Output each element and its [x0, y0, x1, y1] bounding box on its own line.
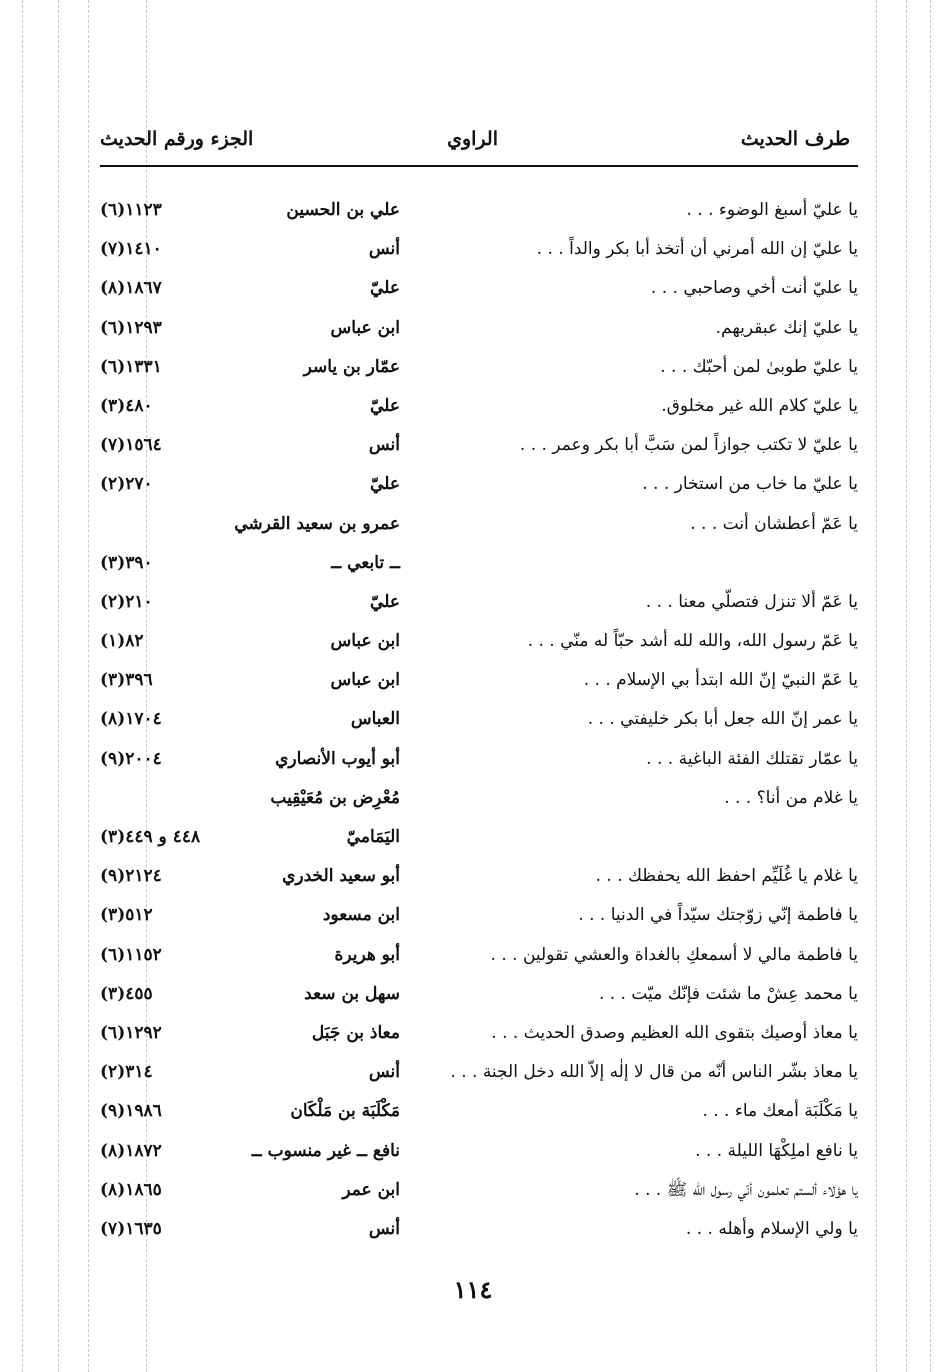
narrator-cell: ابن عباس — [330, 631, 400, 652]
narrator-cell: ابن عباس — [330, 670, 400, 691]
table-row — [100, 549, 858, 588]
narrator-cell: علي بن الحسين — [286, 200, 400, 220]
reference-cell: (٧)١٥٦٤ — [100, 435, 162, 456]
header-reference: الجزء ورقم الحديث — [100, 128, 254, 150]
hadith-cell: يا عليّ أسبغ الوضوء . . . — [686, 200, 858, 220]
index-table — [100, 196, 858, 1254]
guide-line — [22, 0, 23, 1372]
hadith-cell: يا فاطمة إنّي زوّجتك سيّداً في الدنيا . . . — [578, 905, 858, 926]
hadith-cell: يا عليّ إنك عبقريهم. — [715, 317, 858, 338]
reference-cell: (٧)١٦٣٥ — [100, 1218, 162, 1239]
header-narrator: الراوي — [447, 128, 498, 150]
table-row — [100, 235, 858, 274]
reference-cell: (٨)١٨٦٧ — [100, 278, 162, 299]
hadith-cell: يا عمر إنّ الله جعل أبا بكر خليفتي . . . — [587, 709, 858, 730]
header-hadith: طرف الحديث — [740, 128, 850, 150]
hadith-cell: يا محمد عِشْ ما شئت فإنّك ميّت . . . — [598, 983, 858, 1004]
reference-cell: (٨)١٧٠٤ — [100, 709, 162, 730]
reference-cell: (٨)١٨٦٥ — [100, 1179, 162, 1200]
hadith-cell: يا معاذ بشّر الناس أنّه من قال لا إلٰه إلاّ الله دخل الجنة . . . — [450, 1062, 858, 1083]
reference-cell: (٣)٤٤٨ و ٤٤٩ — [100, 827, 201, 847]
table-row — [100, 1019, 858, 1058]
hadith-cell: يا مَكْلَبَة أمعك ماء . . . — [702, 1101, 858, 1122]
reference-cell: (٦)١٢٩٢ — [100, 1022, 162, 1043]
narrator-cell: أنس — [368, 239, 400, 260]
narrator-cell: ابن مسعود — [322, 905, 400, 926]
narrator-cell: ــ تابعي ــ — [331, 552, 400, 573]
table-row — [100, 627, 858, 666]
narrator-cell: مَكْلَبَة بن مَلْكَان — [290, 1101, 400, 1122]
table-row — [100, 1176, 858, 1215]
reference-cell: (٦)١٣٣١ — [100, 356, 162, 377]
guide-line — [906, 0, 907, 1372]
table-row — [100, 1097, 858, 1136]
hadith-cell: يا عليّ لا تكتب جوازاً لمن سَبَّ أبا بكر وعمر . . . — [519, 435, 858, 456]
page-number: ١١٤ — [453, 1275, 493, 1304]
table-row — [100, 705, 858, 744]
hadith-cell: يا عليّ طوبىٰ لمن أحبّك . . . — [660, 356, 858, 377]
narrator-cell: عليّ — [370, 395, 400, 416]
hadith-cell: يا نافع املِكْهَا الليلة . . . — [695, 1140, 858, 1161]
table-row — [100, 666, 858, 705]
guide-line — [58, 0, 59, 1372]
reference-cell: (٣)٣٩٠ — [100, 552, 153, 573]
hadith-cell: يا عليّ إن الله أمرني أن أتخذ أبا بكر والداً . . . — [536, 239, 858, 260]
table-row — [100, 353, 858, 392]
index-page — [100, 120, 858, 1239]
reference-cell: (١)٨٢ — [100, 631, 144, 652]
reference-cell: (٢)٢١٠ — [100, 591, 153, 612]
narrator-cell: أنس — [368, 435, 400, 456]
narrator-cell: العباس — [350, 709, 400, 730]
narrator-cell: أبو سعيد الخدري — [282, 866, 400, 887]
reference-cell: (٢)٣١٤ — [100, 1062, 153, 1083]
narrator-cell: سهل بن سعد — [304, 983, 400, 1004]
table-row — [100, 510, 858, 549]
table-row — [100, 862, 858, 901]
table-row — [100, 901, 858, 940]
narrator-cell: معاذ بن جَبَل — [311, 1022, 400, 1043]
narrator-cell: أبو هريرة — [334, 944, 400, 965]
table-row — [100, 1215, 858, 1254]
narrator-cell: ابن عمر — [342, 1179, 400, 1200]
narrator-cell: اليَمَاميّ — [346, 827, 400, 847]
narrator-cell: عليّ — [370, 278, 400, 299]
guide-line — [876, 0, 877, 1372]
narrator-cell: نافع ــ غير منسوب ــ — [251, 1140, 400, 1161]
hadith-cell: يا عَمّ رسول الله، والله لله أشد حبّاً له منّي . . . — [527, 631, 858, 652]
reference-cell: (٧)١٤١٠ — [100, 239, 162, 260]
guide-line — [930, 0, 931, 1372]
hadith-cell: يا عليّ كلام الله غير مخلوق. — [661, 395, 858, 416]
narrator-cell: عمّار بن ياسر — [303, 356, 400, 377]
hadith-cell: يا هؤلاء ألستم تعلمون أنّي رسول الله ﷺ . . . — [634, 1179, 858, 1200]
reference-cell: (٣)٤٥٥ — [100, 983, 153, 1004]
narrator-cell: عمرو بن سعيد القرشي — [234, 513, 400, 534]
hadith-cell: يا عليّ ما خاب من استخار . . . — [642, 474, 858, 495]
reference-cell: (٦)١٢٩٣ — [100, 317, 162, 338]
header-rule — [100, 165, 858, 167]
narrator-cell: ابن عباس — [330, 317, 400, 338]
hadith-cell: يا ولي الإسلام وأهله . . . — [685, 1218, 858, 1239]
reference-cell: (٩)٢٠٠٤ — [100, 748, 162, 769]
reference-cell: (٣)٥١٢ — [100, 905, 153, 926]
table-row — [100, 823, 858, 862]
table-row — [100, 941, 858, 980]
hadith-cell: يا غلام من أنا؟ . . . — [724, 787, 858, 808]
table-row — [100, 588, 858, 627]
narrator-cell: عليّ — [370, 591, 400, 612]
narrator-cell: أنس — [368, 1218, 400, 1239]
reference-cell: (٢)٢٧٠ — [100, 474, 153, 495]
table-row — [100, 784, 858, 823]
table-row — [100, 431, 858, 470]
hadith-cell: يا معاذ أوصيك بتقوى الله العظيم وصدق الحديث . . . — [491, 1022, 858, 1043]
table-row — [100, 314, 858, 353]
hadith-cell: يا عَمّ النبيّ إنّ الله ابتدأ بي الإسلام . . . — [583, 670, 858, 691]
table-row — [100, 980, 858, 1019]
narrator-cell: أنس — [368, 1062, 400, 1083]
hadith-cell: يا عليّ أنت أخي وصاحبي . . . — [650, 278, 858, 299]
guide-line — [88, 0, 89, 1372]
hadith-cell: يا فاطمة مالي لا أسمعكِ بالغداة والعشي تقولين . . . — [490, 944, 858, 965]
hadith-cell: يا عَمّ ألا تنزل فتصلّي معنا . . . — [645, 591, 858, 612]
reference-cell: (٦)١١٥٢ — [100, 944, 162, 965]
reference-cell: (٩)١٩٨٦ — [100, 1101, 162, 1122]
reference-cell: (٨)١٨٧٢ — [100, 1140, 162, 1161]
hadith-cell: يا غلام يا غُلَيِّم احفظ الله يحفظك . . . — [595, 866, 858, 887]
hadith-cell: يا عَمّ أعطشان أنت . . . — [690, 513, 858, 534]
table-header — [100, 120, 858, 160]
reference-cell: (٣)٤٨٠ — [100, 395, 153, 416]
table-row — [100, 1058, 858, 1097]
narrator-cell: أبو أيوب الأنصاري — [275, 748, 400, 769]
table-row — [100, 470, 858, 509]
reference-cell: (٣)٣٩٦ — [100, 670, 153, 691]
table-row — [100, 392, 858, 431]
reference-cell: (٩)٢١٢٤ — [100, 866, 162, 887]
table-row — [100, 196, 858, 235]
table-row — [100, 745, 858, 784]
table-row — [100, 1137, 858, 1176]
narrator-cell: عليّ — [370, 474, 400, 495]
narrator-cell: مُعْرِض بن مُعَيْقِيب — [270, 787, 400, 808]
reference-cell: (٦)١١٢٣ — [100, 200, 162, 220]
hadith-cell: يا عمّار تقتلك الفئة الباغية . . . — [646, 748, 858, 769]
table-row — [100, 274, 858, 313]
